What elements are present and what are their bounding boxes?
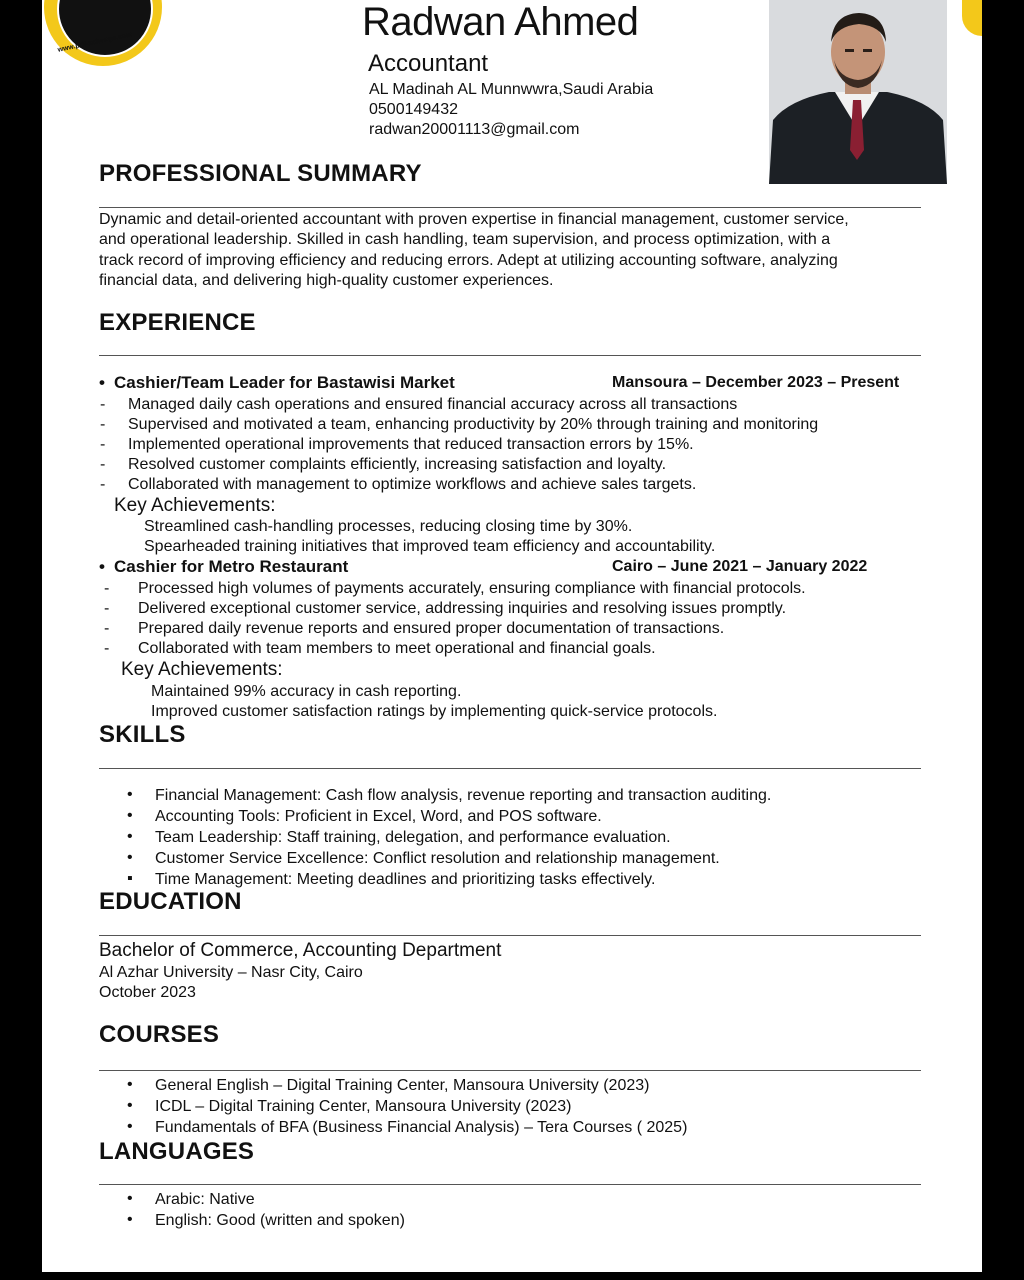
dash-marker: - bbox=[100, 456, 106, 473]
achievement-item: Spearheaded training initiatives that improved team efficiency and accountability. bbox=[144, 538, 716, 555]
job-bullet-dot: • bbox=[99, 557, 105, 576]
skill-item: Time Management: Meeting deadlines and prioritizing tasks effectively. bbox=[155, 871, 656, 888]
job-dates-bastawisi: Mansoura – December 2023 – Present bbox=[612, 374, 900, 391]
summary-heading: PROFESSIONAL SUMMARY bbox=[99, 160, 422, 187]
skills-divider bbox=[99, 768, 921, 769]
skill-item: Team Leadership: Staff training, delegation, and performance evaluation. bbox=[155, 829, 671, 846]
achievement-item: Maintained 99% accuracy in cash reporting. bbox=[151, 683, 462, 700]
job-bullet: Delivered exceptional customer service, addressing inquiries and resolving issues promptly. bbox=[138, 600, 787, 617]
skill-item: Financial Management: Cash flow analysis, revenue reporting and transaction auditing. bbox=[155, 787, 772, 804]
profile-photo bbox=[769, 0, 947, 184]
job-bullet: Managed daily cash operations and ensured financial accuracy across all transactions bbox=[128, 396, 738, 413]
job-bullet: Supervised and motivated a team, enhancing productivity by 20% through training and monitoring bbox=[128, 416, 819, 433]
course-item: ICDL – Digital Training Center, Mansoura University (2023) bbox=[155, 1098, 572, 1115]
skills-heading: SKILLS bbox=[99, 721, 186, 748]
bullet-marker: • bbox=[127, 849, 133, 866]
bullet-marker: • bbox=[127, 1118, 133, 1135]
education-heading: EDUCATION bbox=[99, 888, 242, 915]
summary-line: financial data, and delivering high-quality customer experiences. bbox=[99, 272, 554, 289]
language-item: English: Good (written and spoken) bbox=[155, 1212, 405, 1229]
job-title: Accountant bbox=[368, 50, 489, 77]
bullet-marker: • bbox=[127, 1076, 133, 1093]
dash-marker: - bbox=[100, 436, 106, 453]
square-bullet-marker: ▪ bbox=[127, 870, 133, 887]
language-item: Arabic: Native bbox=[155, 1191, 255, 1208]
experience-divider bbox=[99, 355, 921, 356]
key-achievements-label: Key Achievements: bbox=[114, 495, 276, 516]
languages-divider bbox=[99, 1184, 921, 1185]
dash-marker: - bbox=[104, 620, 110, 637]
job-bullet: Implemented operational improvements that reduced transaction errors by 15%. bbox=[128, 436, 694, 453]
experience-heading: EXPERIENCE bbox=[99, 309, 256, 336]
achievement-item: Improved customer satisfaction ratings by implementing quick-service protocols. bbox=[151, 703, 718, 720]
skill-item: Customer Service Excellence: Conflict resolution and relationship management. bbox=[155, 850, 720, 867]
course-item: Fundamentals of BFA (Business Financial Analysis) – Tera Courses ( 2025) bbox=[155, 1119, 688, 1136]
course-item: General English – Digital Training Center, Mansoura University (2023) bbox=[155, 1077, 650, 1094]
achievement-item: Streamlined cash-handling processes, reducing closing time by 30%. bbox=[144, 518, 633, 535]
dash-marker: - bbox=[100, 476, 106, 493]
dash-marker: - bbox=[104, 640, 110, 657]
job-bullet: Prepared daily revenue reports and ensured proper documentation of transactions. bbox=[138, 620, 725, 637]
education-divider bbox=[99, 935, 921, 936]
job-bullet: Collaborated with team members to meet operational and financial goals. bbox=[138, 640, 656, 657]
bullet-marker: • bbox=[127, 807, 133, 824]
summary-line: Dynamic and detail-oriented accountant with proven expertise in financial management, customer service, bbox=[99, 211, 849, 228]
badge-text: www.pdf-xchange.com bbox=[57, 31, 133, 54]
dash-marker: - bbox=[100, 396, 106, 413]
education-school: Al Azhar University – Nasr City, Cairo bbox=[99, 964, 363, 981]
contact-phone: 0500149432 bbox=[369, 101, 458, 118]
summary-line: track record of improving efficiency and reducing errors. Adept at utilizing accounting software, analyzing bbox=[99, 252, 838, 269]
summary-line: and operational leadership. Skilled in cash handling, team supervision, and process optimization, with a bbox=[99, 231, 831, 248]
key-achievements-label: Key Achievements: bbox=[121, 659, 283, 680]
profile-photo-illustration bbox=[769, 0, 947, 184]
dash-marker: - bbox=[100, 416, 106, 433]
job-title-bastawisi: Cashier/Team Leader for Bastawisi Market bbox=[114, 373, 455, 392]
bullet-marker: • bbox=[127, 828, 133, 845]
dash-marker: - bbox=[104, 600, 110, 617]
skill-item: Accounting Tools: Proficient in Excel, Word, and POS software. bbox=[155, 808, 602, 825]
job-bullet-dot: • bbox=[99, 373, 105, 392]
bullet-marker: • bbox=[127, 786, 133, 803]
courses-divider bbox=[99, 1070, 921, 1071]
job-dates-metro: Cairo – June 2021 – January 2022 bbox=[612, 558, 868, 575]
contact-location: AL Madinah AL Munnwwra,Saudi Arabia bbox=[369, 81, 654, 98]
bullet-marker: • bbox=[127, 1097, 133, 1114]
job-bullet: Resolved customer complaints efficiently, increasing satisfaction and loyalty. bbox=[128, 456, 667, 473]
job-title-metro: Cashier for Metro Restaurant bbox=[114, 557, 349, 576]
job-bullet: Collaborated with management to optimize workflows and achieve sales targets. bbox=[128, 476, 697, 493]
dash-marker: - bbox=[104, 580, 110, 597]
courses-heading: COURSES bbox=[99, 1021, 220, 1048]
job-bullet: Processed high volumes of payments accurately, ensuring compliance with financial protocols. bbox=[138, 580, 806, 597]
education-date: October 2023 bbox=[99, 984, 196, 1001]
languages-heading: LANGUAGES bbox=[99, 1138, 255, 1165]
candidate-name: Radwan Ahmed bbox=[362, 0, 639, 44]
education-degree: Bachelor of Commerce, Accounting Department bbox=[99, 940, 502, 961]
summary-divider bbox=[99, 207, 921, 208]
bullet-marker: • bbox=[127, 1211, 133, 1228]
contact-email[interactable]: radwan20001113@gmail.com bbox=[369, 121, 580, 138]
bullet-marker: • bbox=[127, 1190, 133, 1207]
